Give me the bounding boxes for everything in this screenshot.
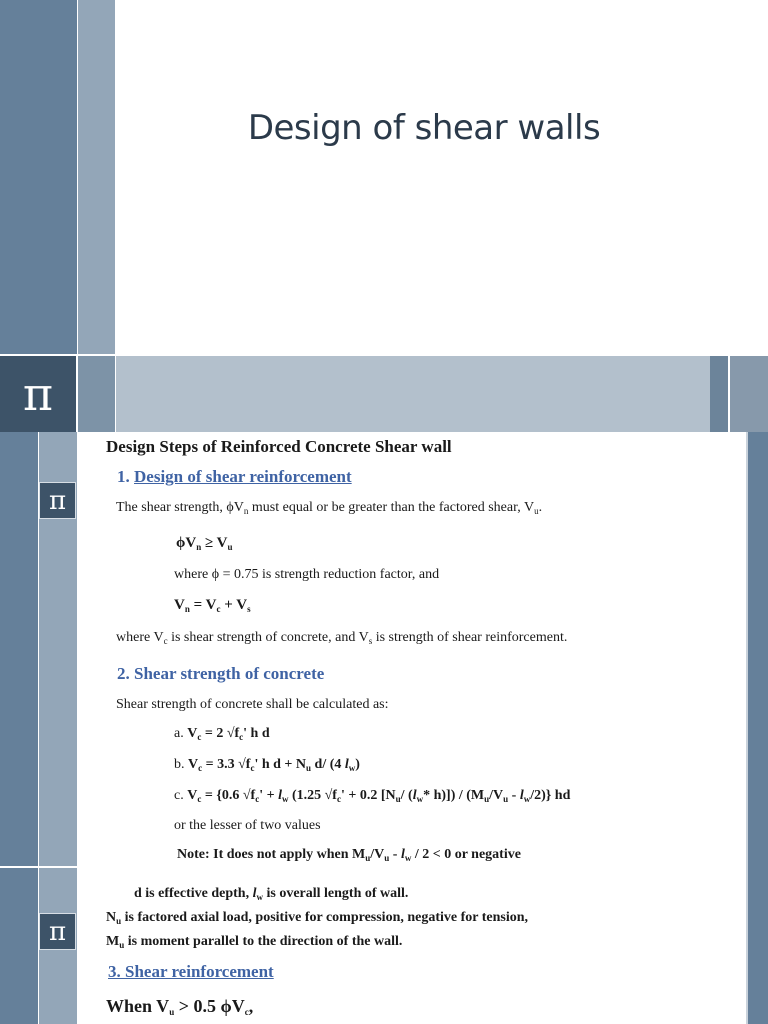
pi-icon: π xyxy=(22,367,54,421)
when-condition: When $V_u > 0.5$ $\phi V_c$, xyxy=(106,996,254,1017)
note-text: Note: It does not apply when $M_u/V_u - l_w / 2 < 0$ or negative xyxy=(177,847,521,863)
mu-definition: $M_u$ is moment parallel to the direction of the wall. xyxy=(106,934,403,950)
pi-logo-box xyxy=(0,356,76,432)
pi-icon: π xyxy=(39,482,76,519)
slide-title: Design of shear walls xyxy=(247,108,601,148)
subsection-1-heading: 1. Design of shear reinforcement xyxy=(117,467,352,486)
pi-icon: π xyxy=(39,913,76,950)
slide1-left-bar xyxy=(0,0,77,354)
shear-strength-text: The shear strength, $\phi V_n$ must equal or be greater than the factored shear, $V_u$. xyxy=(116,500,543,516)
header-band-block xyxy=(730,356,768,432)
right-column xyxy=(748,432,768,1024)
left-column xyxy=(0,868,38,1024)
equation-vn: $V_n = V_c + V_s$ xyxy=(174,597,251,614)
where-phi-text: where ϕ = 0.75 is strength reduction factor, and xyxy=(174,567,440,582)
formula-c: c. $V_c = \{0.6$ $√f_c' + l_w$ (1.25 $√f_c' + 0.2$ [$N_u/$ ($l_w*$ $h)]) / (M_u/V_u - l_w/2)$} hd xyxy=(174,788,571,804)
section-heading: Design Steps of Reinforced Concrete Shear wall xyxy=(106,437,452,456)
nu-definition: $N_u$ is factored axial load, positive for compression, negative for tension, xyxy=(106,910,529,926)
where-vc-text: where $V_c$ is shear strength of concrete, and $V_s$ is strength of shear reinforcement. xyxy=(116,630,568,646)
slide1-left-bar-light xyxy=(78,0,115,354)
shear-strength-calc-text: Shear strength of concrete shall be calculated as: xyxy=(116,697,389,712)
header-band-block xyxy=(710,356,728,432)
subsection-2-heading: 2. Shear strength of concrete xyxy=(117,664,325,683)
left-column xyxy=(0,432,38,866)
header-band-block xyxy=(78,356,115,432)
d-definition: d is effective depth, $l_w$ is overall length of wall. xyxy=(134,886,409,902)
formula-b: b. $V_c = 3.3$ $√f_c'$ h $d + N_u$ d/ (4 $l_w$) xyxy=(174,757,360,773)
formula-a: a. $V_c = 2$ $√f_c'$ h d xyxy=(174,726,270,742)
equation-phi-vn: $\phi V_n \ge V_u$ xyxy=(176,535,233,552)
header-band xyxy=(116,356,710,432)
subsection-3-heading: 3. Shear reinforcement xyxy=(108,962,274,981)
lesser-text: or the lesser of two values xyxy=(174,818,321,833)
